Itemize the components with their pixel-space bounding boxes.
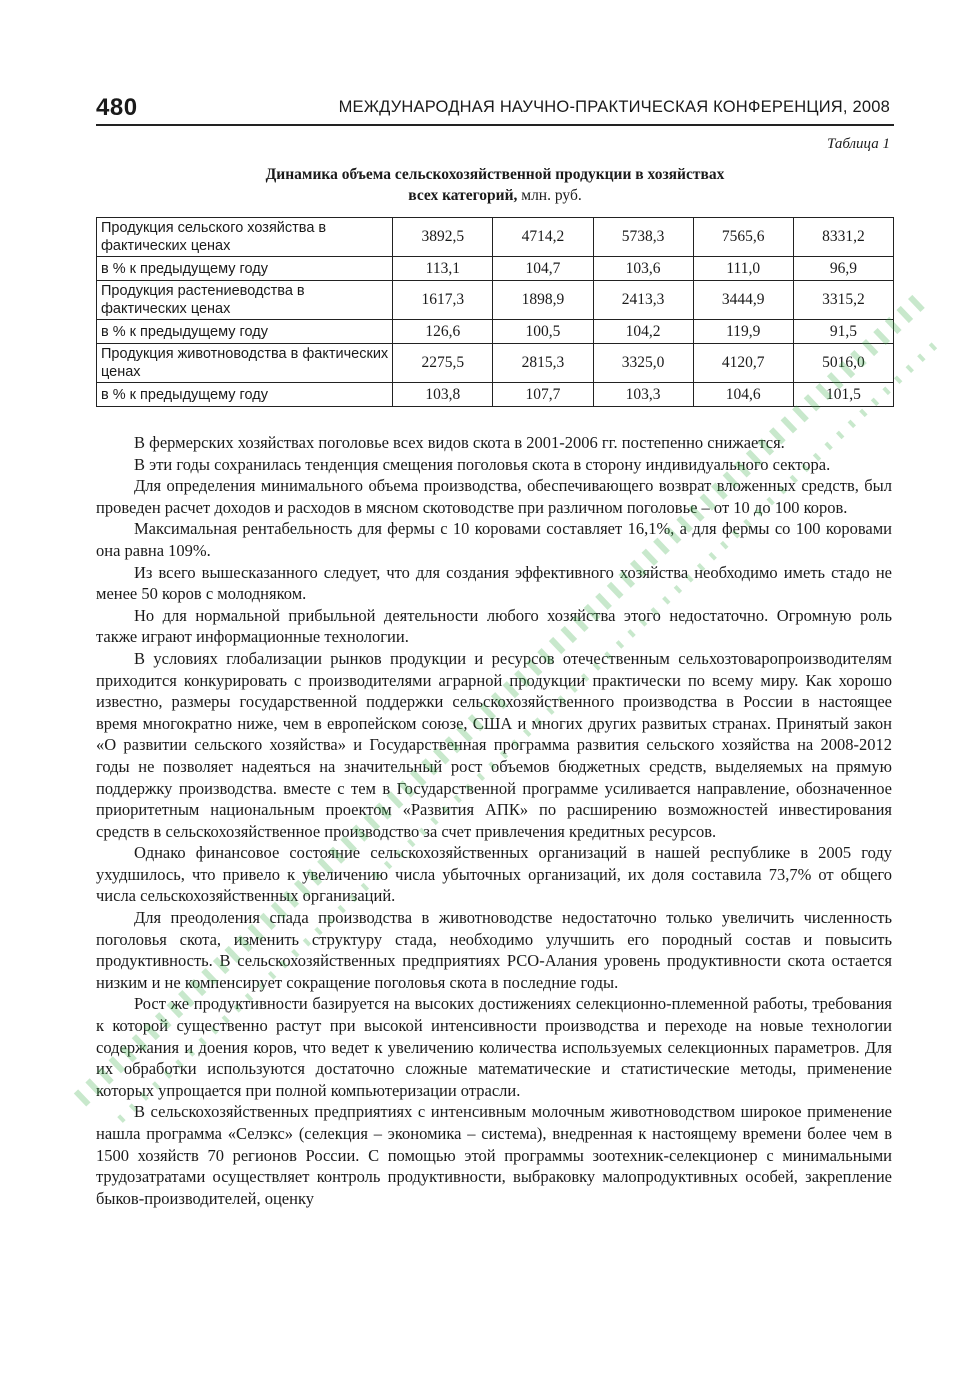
paragraph: В условиях глобализации рынков продукции и ресурсов отечественным сельхозтоваропроизводителям приходится конкурировать с производителями аграрной продукции практически по всему миру. Как хорошо известно, размеры государственной поддержки сельскохозяйственного производства в России в настоящее время многократно ниже, чем в европейском союзе, США и многих других развитых странах. Принятый закон «О развитии сельского хозяйства» и Государственная программа развития сельского хозяйства на 2008-2012 годы не позволяет надеяться на значительный рост объемов бюджетных средств, выделяемых на прямую поддержку производства. вместе с тем в Государственной программе усиливается направление, обозначенное приоритетным национальным проектом «Развития АПК» по расширению возможностей инвестирования средств в сельскохозяйственное производство за счет привлечения кредитных ресурсов.	[96, 648, 892, 841]
table-cell: 119,9	[693, 320, 793, 344]
table-cell: 5738,3	[593, 218, 693, 257]
table-row	[97, 383, 894, 407]
table-cell: 103,8	[393, 383, 493, 407]
paragraph: Однако финансовое состояние сельскохозяйственных организаций в нашей республике в 2005 году ухудшилось, что привело к увеличению числа убыточных организаций, их доля составила 73,7% от общего числа сельскохозяйственных организаций.	[96, 843, 892, 906]
table-title-line2-bold: всех категорий,	[408, 187, 518, 204]
table-cell: 2413,3	[593, 281, 693, 320]
row-label: Продукция растениеводства в фактических ценах	[97, 281, 393, 320]
table-title	[96, 164, 894, 206]
running-title: МЕЖДУНАРОДНАЯ НАУЧНО-ПРАКТИЧЕСКАЯ КОНФЕРЕНЦИЯ, 2008	[338, 98, 890, 116]
table-cell: 4714,2	[493, 218, 593, 257]
row-label: Продукция животноводства в фактических ценах	[97, 344, 393, 383]
table-cell: 107,7	[493, 383, 593, 407]
table-cell: 126,6	[393, 320, 493, 344]
table-cell: 8331,2	[793, 218, 893, 257]
table-cell: 103,3	[593, 383, 693, 407]
table-cell: 3892,5	[393, 218, 493, 257]
table-cell: 1617,3	[393, 281, 493, 320]
table-cell: 103,6	[593, 257, 693, 281]
table-title-line1: Динамика объема сельскохозяйственной продукции в хозяйствах	[265, 166, 725, 183]
paragraph: Из всего вышесказанного следует, что для создания эффективного хозяйства необходимо иметь стадо не менее 50 коров с молодняком.	[96, 562, 892, 604]
data-table	[96, 217, 894, 407]
table-cell: 101,5	[793, 383, 893, 407]
table-cell: 2275,5	[393, 344, 493, 383]
table-cell: 1898,9	[493, 281, 593, 320]
table-row	[97, 218, 894, 257]
paragraph: В фермерских хозяйствах поголовье всех видов скота в 2001-2006 гг. постепенно снижается.	[134, 433, 785, 452]
table-row	[97, 257, 894, 281]
paragraph: Но для нормальной прибыльной деятельности любого хозяйства этого недостаточно. Огромную роль также играют информационные технологии.	[96, 605, 892, 647]
paragraph: Для преодоления спада производства в животноводстве недостаточно только увеличить численность поголовья скота, изменить структуру стада, необходимо улучшить его породный состав и повысить продуктивность. В сельскохозяйственных предприятиях РСО-Алания уровень продуктивности скота остается низким и не компенсирует сокращение поголовья скота в последние годы.	[96, 908, 892, 992]
paragraph: В сельскохозяйственных предприятиях с интенсивным молочным животноводством широкое применение нашла программа «Селэкс» (селекция – экономика – система), внедренная к настоящему времени более чем в 1500 хозяйств 70 регионов России. С помощью этой программы зоотехник-селекционер с минимальными трудозатратами осуществляет контроль продуктивности, выбраковку малопродуктивных особей, закрепление быков-производителей, оценку	[96, 1102, 892, 1208]
table-cell: 5016,0	[793, 344, 893, 383]
table-cell: 104,6	[693, 383, 793, 407]
table-cell: 91,5	[793, 320, 893, 344]
table-cell: 104,2	[593, 320, 693, 344]
row-label: в % к предыдущему году	[97, 257, 393, 281]
table-row	[97, 320, 894, 344]
table-cell: 7565,6	[693, 218, 793, 257]
paragraph: Для определения минимального объема производства, обеспечивающего возврат вложенных средств, был проведен расчет доходов и расходов в мясном скотоводстве при различном поголовье – от 10 до 100 коров.	[96, 476, 892, 517]
paragraph: В эти годы сохранилась тенденция смещения поголовья скота в сторону индивидуального сектора.	[134, 454, 831, 474]
row-label: Продукция сельского хозяйства в фактических ценах	[97, 218, 393, 257]
table-cell: 113,1	[393, 257, 493, 281]
paragraph: Рост же продуктивности базируется на высоких достижениях селекционно-племенной работы, требования к которой существенно растут при высокой интенсивности производства и переходе на новые технологии содержания и доения коров, что ведет к увеличению количества используемых селекционных параметров. Для их обработки используются достаточно сложные математические и статистические методы, применение которых упрощается при полной компьютеризации отрасли.	[96, 994, 892, 1100]
table-cell: 3315,2	[793, 281, 893, 320]
table-label: Таблица 1	[827, 136, 890, 152]
table-row	[97, 344, 894, 383]
table-cell: 3444,9	[693, 281, 793, 320]
table-row	[97, 281, 894, 320]
table-cell: 3325,0	[593, 344, 693, 383]
table-cell: 96,9	[793, 257, 893, 281]
table-title-line2	[96, 185, 894, 206]
table-cell: 2815,3	[493, 344, 593, 383]
table-cell: 4120,7	[693, 344, 793, 383]
table-cell: 111,0	[693, 257, 793, 281]
table-title-unit: млн. руб.	[517, 187, 582, 204]
header-rule	[96, 124, 894, 126]
page-number: 480	[96, 94, 138, 121]
row-label: в % к предыдущему году	[97, 320, 393, 344]
body-text	[96, 432, 892, 1209]
table-cell: 104,7	[493, 257, 593, 281]
row-label: в % к предыдущему году	[97, 383, 393, 407]
paragraph: Максимальная рентабельность для фермы с 10 коровами составляет 16,1%, а для фермы со 100 коровами она равна 109%.	[96, 519, 892, 560]
table-cell: 100,5	[493, 320, 593, 344]
